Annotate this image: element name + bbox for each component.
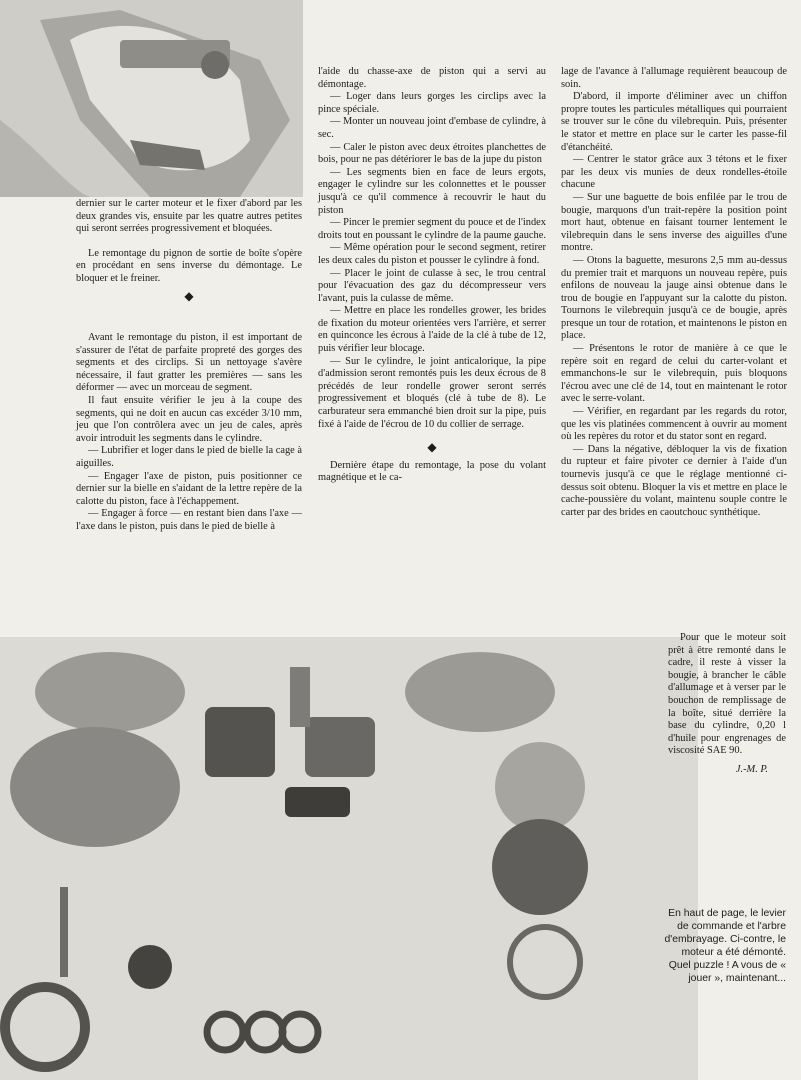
photo-dismantled-engine bbox=[0, 637, 698, 1080]
paragraph: — Présentons le rotor de manière à ce que le repère soit en regard de celui du carter-volant et emmanchons-le sur le vilebrequin, puis bloquons l'écrou avec une clé de 14, tout en maintenant le rotor avec le serre-volant. bbox=[561, 343, 787, 405]
paragraph: — Engager à force — en restant bien dans l'axe — l'axe dans le piston, puis dans le pied de bielle à bbox=[76, 508, 302, 532]
paragraph: dernier sur le carter moteur et le fixer d'abord par les deux grandes vis, ensuite par les quatre autres petites qui seront serrées progressivement et bloquées. bbox=[76, 198, 302, 235]
paragraph: — Engager l'axe de piston, puis positionner ce dernier sur la bielle en s'aidant de la lettre repère de la calotte du piston, face à l'échappement. bbox=[76, 470, 302, 507]
paragraph: — Sur le cylindre, le joint anticalorique, la pipe d'admission seront remontés puis les deux écrous de 8 précédés de leur rondelle grower seront serrés progressivement et bloqués (clé à tube de 8). Le carburateur sera emmanché bien droit sur la pipe, puis fixé à l'aide de l'écrou de 10 du collier de serrage. bbox=[318, 355, 546, 430]
paragraph: D'abord, il importe d'éliminer avec un chiffon propre toutes les particules métalliques qui pourraient se trouver sur le cône du vilebrequin. Puis, présenter le stator et mettre en place sur le carter les passe-fil d'étanchéité. bbox=[561, 91, 787, 153]
paragraph: Dernière étape du remontage, la pose du volant magnétique et le ca- bbox=[318, 459, 546, 484]
paragraph: — Même opération pour le second segment, retirer les deux cales du piston et pousser le cylindre à fond. bbox=[318, 242, 546, 266]
separator-icon: ◆ bbox=[184, 288, 194, 303]
paragraph: — Pincer le premier segment du pouce et de l'index droits tout en poussant le cylindre de la paume gauche. bbox=[318, 217, 546, 241]
paragraph: Le remontage du pignon de sortie de boîte s'opère en procédant en sens inverse du démontage. Le bloquer et le freiner. bbox=[76, 247, 302, 284]
paragraph: Avant le remontage du piston, il est important de s'assurer de l'état de parfaite propreté des gorges des segments et des circlips. Si un nettoyage s'avère nécessaire, il faut gratter les premières — sans les déformer — avec un morceau de segment. bbox=[76, 332, 302, 394]
paragraph: lage de l'avance à l'allumage requièrent beaucoup de soin. bbox=[561, 66, 787, 90]
paragraph: — Centrer le stator grâce aux 3 tétons et le fixer par les deux vis munies de deux rondelles-étoile chacune bbox=[561, 154, 787, 191]
paragraph: — Dans la négative, débloquer la vis de fixation du rupteur et faire pivoter ce dernier à l'aide d'un tournevis jusqu'à ce que le réglage mentionné ci-dessus soit obtenu. Bloquer la vis et mettre en place le cache-poussière du volant, maintenu souple contre le carter par des brides en caoutchouc synthétique. bbox=[561, 443, 787, 518]
text-column-1-bottom bbox=[76, 332, 302, 534]
author-signature: J.-M. P. bbox=[735, 763, 768, 775]
paragraph: — Placer le joint de culasse à sec, le trou central pour l'évacuation des gaz du décompresseur vers l'avant, puis la culasse de même. bbox=[318, 267, 546, 304]
separator-icon: ◆ bbox=[427, 440, 437, 455]
text-column-3-end bbox=[668, 632, 786, 777]
paragraph: — Vérifier, en regardant par les regards du rotor, que les vis platinées commencent à ouvrir au moment où les repères du rotor et du stator sont en regard. bbox=[561, 406, 787, 443]
paragraph: — Sur une baguette de bois enfilée par le trou de bougie, marquons d'un trait-repère la position point mort haut, obtenue en faisant tourner lentement le vilebrequin dans le sens inverse des aiguilles d'une montre. bbox=[561, 191, 787, 254]
paragraph: — Mettre en place les rondelles grower, les brides de fixation du moteur orientées vers l'arrière, et serrer en quinconce les écrous à l'aide de la clé à tube de 12, puis vérifier leur blocage. bbox=[318, 305, 546, 355]
paragraph: — Les segments bien en face de leurs ergots, engager le cylindre sur les colonnettes et le pousser jusqu'à ce qu'il commence à recouvrir le haut du piston bbox=[318, 166, 546, 216]
text-column-2 bbox=[318, 66, 546, 485]
paragraph: l'aide du chasse-axe de piston qui a servi au démontage. bbox=[318, 66, 546, 90]
paragraph: — Lubrifier et loger dans le pied de bielle la cage à aiguilles. bbox=[76, 445, 302, 469]
photo-caption: En haut de page, le levier de commande et l'arbre d'embrayage. Ci-contre, le moteur a été démonté. Quel puzzle ! A vous de « jouer », maintenant... bbox=[664, 908, 786, 984]
text-column-3 bbox=[561, 66, 787, 519]
photo-clutch-lever bbox=[0, 0, 303, 197]
text-column-1-top bbox=[76, 198, 302, 306]
paragraph: Pour que le moteur soit prêt à être remonté dans le cadre, il reste à visser la bougie, à brancher le câble d'allumage et à verser par le bouchon de remplissage de la boîte, situé derrière la base du cylindre, 0,20 l d'huile pour engrenages de viscosité SAE 90. bbox=[668, 632, 786, 757]
paragraph: — Loger dans leurs gorges les circlips avec la pince spéciale. bbox=[318, 91, 546, 115]
paragraph: — Caler le piston avec deux étroites planchettes de bois, pour ne pas détériorer le bas de la jupe du piston bbox=[318, 141, 546, 166]
paragraph: Il faut ensuite vérifier le jeu à la coupe des segments, qui ne doit en aucun cas excéder 3/10 mm, jeu que l'on contrôlera avec un jeu de cales, après avoir introduit les segments dans le cylindre. bbox=[76, 394, 302, 444]
paragraph: — Otons la baguette, mesurons 2,5 mm au-dessus du premier trait et marquons un nouveau repère, puis enfilons de nouveau la jauge ainsi obtenue dans le trou de bougie en l'appuyant sur la calotte du piston. Tournons le vilebrequin jusqu'à ce de bougie, après presque un tour de rotation, et maintenons le piston en place. bbox=[561, 254, 787, 342]
paragraph: — Monter un nouveau joint d'embase de cylindre, à sec. bbox=[318, 116, 546, 140]
